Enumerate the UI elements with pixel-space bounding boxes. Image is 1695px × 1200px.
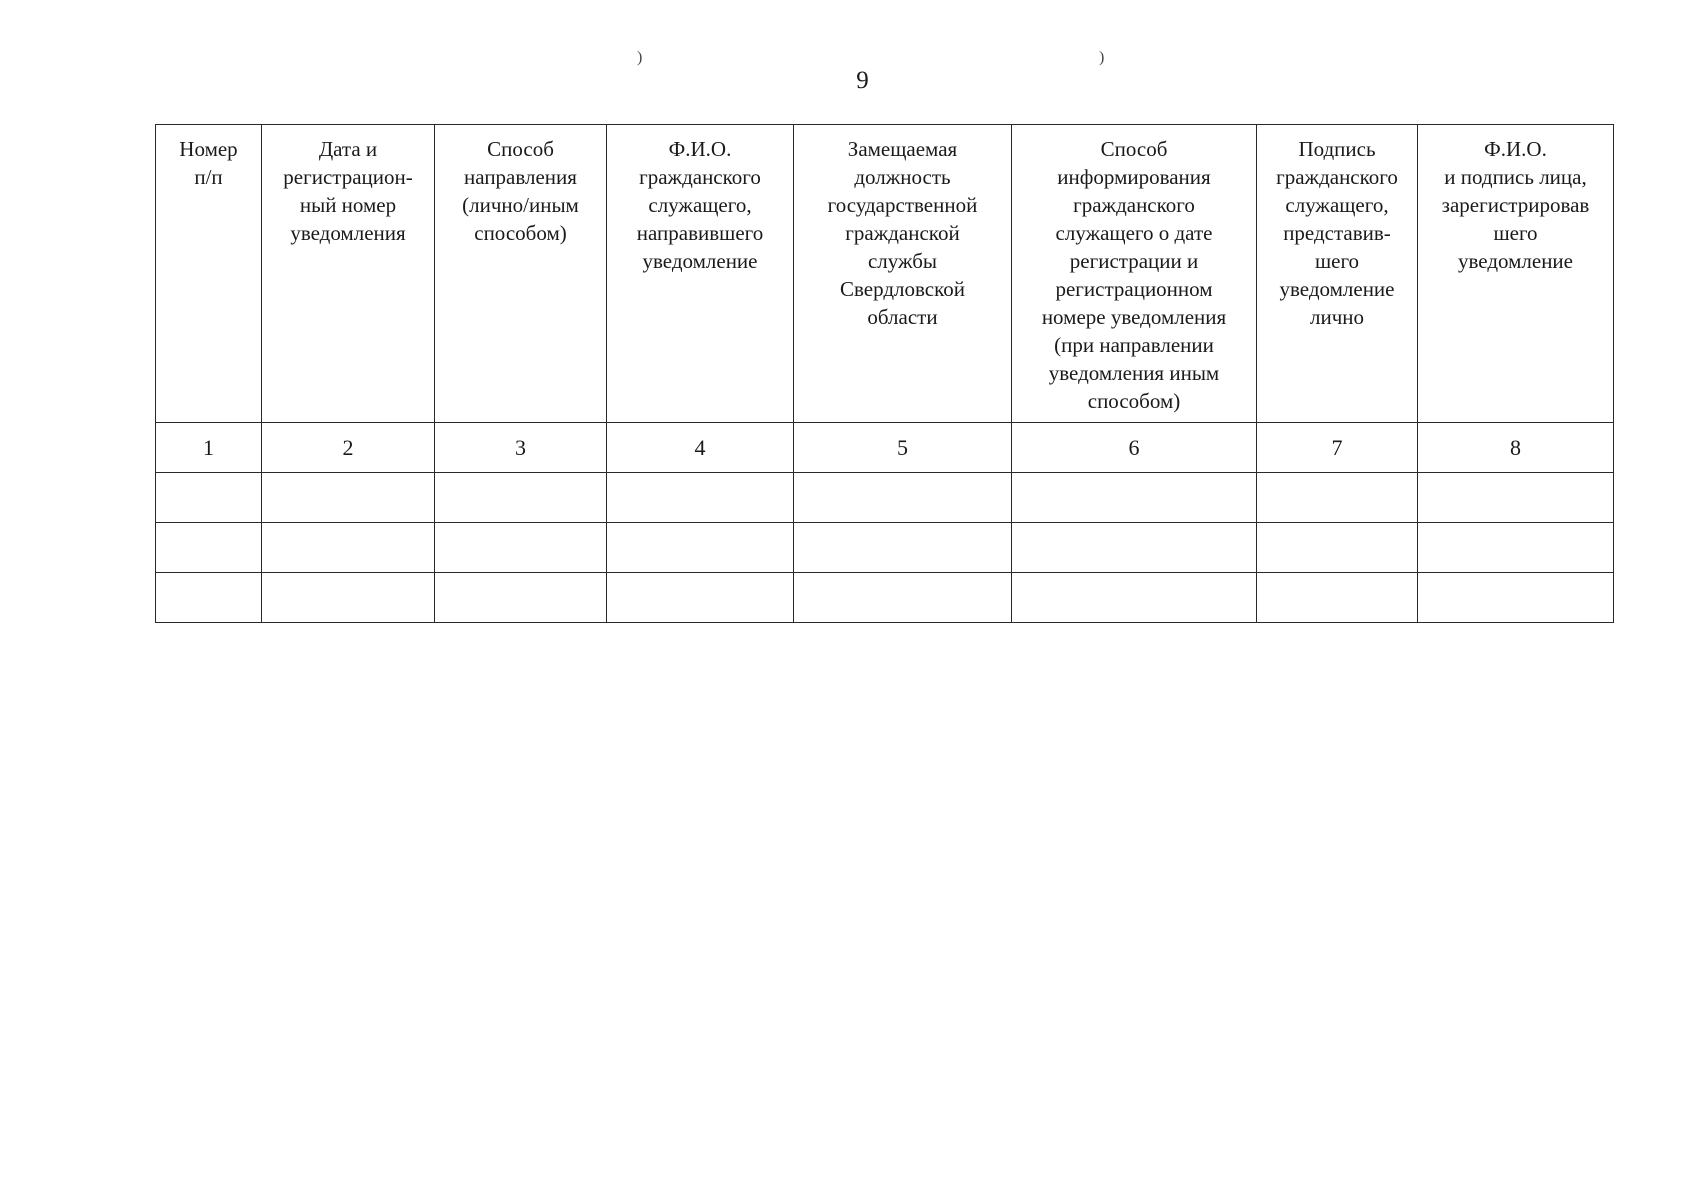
blank-cell [156,573,262,623]
table-row [156,573,1614,623]
header-label: Способ направления (лично/иным способом) [462,137,579,245]
header-cell-informing-method [1012,125,1257,423]
column-number: 6 [1012,423,1257,473]
blank-cell [262,573,435,623]
scan-mark-right: ) [1099,49,1105,66]
column-number: 5 [794,423,1012,473]
blank-cell [1012,473,1257,523]
blank-cell [794,573,1012,623]
column-number: 2 [262,423,435,473]
page-number: 9 [856,67,869,94]
blank-cell [1012,573,1257,623]
column-number: 7 [1257,423,1418,473]
blank-cell [262,523,435,573]
header-cell-position [794,125,1012,423]
header-label: Способ информирования гражданского служащего о дате регистрации и регистрационном номере уведомления (при направлении уведомления иным способом) [1041,137,1227,413]
header-label: Подпись гражданского служащего, представив- шего уведомление лично [1276,137,1398,329]
header-label: Замещаемая должность государственной гражданской службы Свердловской области [827,137,978,329]
blank-cell [794,523,1012,573]
column-number: 4 [607,423,794,473]
blank-cell [607,573,794,623]
header-cell-number [156,125,262,423]
notification-register-table [155,124,1614,623]
column-number: 3 [435,423,607,473]
blank-cell [156,473,262,523]
blank-cell [1012,523,1257,573]
header-cell-sender-name [607,125,794,423]
blank-cell [435,473,607,523]
header-cell-method [435,125,607,423]
blank-cell [1257,523,1418,573]
blank-cell [262,473,435,523]
column-number-row [156,423,1614,473]
table-row [156,523,1614,573]
header-cell-registrar [1418,125,1614,423]
blank-cell [435,523,607,573]
header-label: Ф.И.О. и подпись лица, зарегистрировав шего уведомление [1441,137,1590,273]
blank-cell [1418,473,1614,523]
blank-cell [1418,523,1614,573]
header-label: Дата и регистрацион- ный номер уведомления [283,137,413,245]
header-label: Ф.И.О. гражданского служащего, направившего уведомление [636,137,764,273]
blank-cell [607,473,794,523]
header-cell-date-registration [262,125,435,423]
column-number: 1 [156,423,262,473]
column-number: 8 [1418,423,1614,473]
blank-cell [1257,473,1418,523]
scan-mark-left: ) [637,49,643,66]
blank-cell [156,523,262,573]
table-row [156,473,1614,523]
blank-cell [1418,573,1614,623]
header-cell-employee-signature [1257,125,1418,423]
blank-cell [435,573,607,623]
blank-cell [794,473,1012,523]
blank-cell [1257,573,1418,623]
header-label: Номер п/п [179,137,238,189]
table-header-row [156,125,1614,423]
blank-cell [607,523,794,573]
